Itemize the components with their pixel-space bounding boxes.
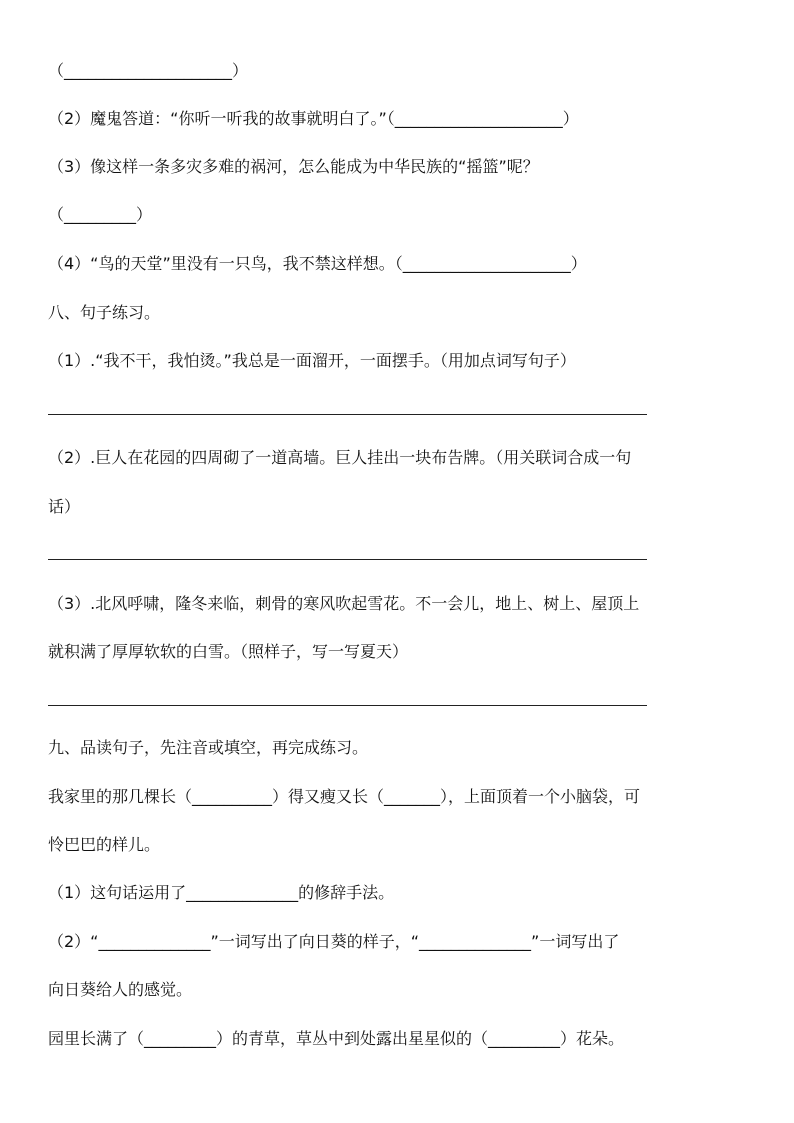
section-9-passage-cont: 怜巴巴的样儿。: [48, 835, 161, 854]
section-8-question-2-cont: 话）: [48, 497, 81, 516]
question-3-line: （3）像这样一条多灾多难的祸河，怎么能成为中华民族的“摇篮”呢？: [48, 157, 539, 176]
section-8-question-2: （2）.巨人在花园的四周砌了一道高墙。巨人挂出一块布告牌。（用关联词合成一句: [48, 448, 632, 467]
question-4-line: （4）“鸟的天堂”里没有一只鸟，我不禁这样想。（_____________________）: [48, 254, 587, 273]
section-9-question-2: （2）“______________”一词写出了向日葵的样子，“______________”一词写出了: [48, 932, 620, 951]
section-9-question-1: （1）这句话运用了______________的修辞手法。: [48, 883, 395, 902]
answer-line-1-blank: （_____________________）: [48, 61, 249, 80]
section-9-passage: 我家里的那几棵长（__________）得又瘦又长（_______），上面顶着一个小脑袋，可: [48, 787, 641, 806]
answer-rule-1: [48, 414, 647, 415]
section-8-question-3-cont: 就积满了厚厚软软的白雪。（照样子，写一写夏天）: [48, 642, 409, 661]
answer-rule-3: [48, 705, 647, 706]
section-9-fill-sentence: 园里长满了（_________）的青草，草丛中到处露出星星似的（_________）花朵。: [48, 1029, 625, 1048]
answer-rule-2: [48, 559, 647, 560]
section-8-question-3: （3）.北风呼啸，隆冬来临，刺骨的寒风吹起雪花。不一会儿，地上、树上、屋顶上: [48, 594, 640, 613]
section-8-question-1: （1）.“我不干，我怕烫。”我总是一面溜开，一面摆手。（用加点词写句子）: [48, 351, 576, 370]
question-2-line: （2）魔鬼答道：“你听一听我的故事就明白了。”（_____________________）: [48, 109, 579, 128]
question-3-blank: （_________）: [48, 205, 153, 224]
section-9-heading: 九、品读句子，先注音或填空，再完成练习。: [48, 738, 369, 757]
section-9-question-2-cont: 向日葵给人的感觉。: [48, 980, 193, 999]
section-8-heading: 八、句子练习。: [48, 303, 161, 322]
